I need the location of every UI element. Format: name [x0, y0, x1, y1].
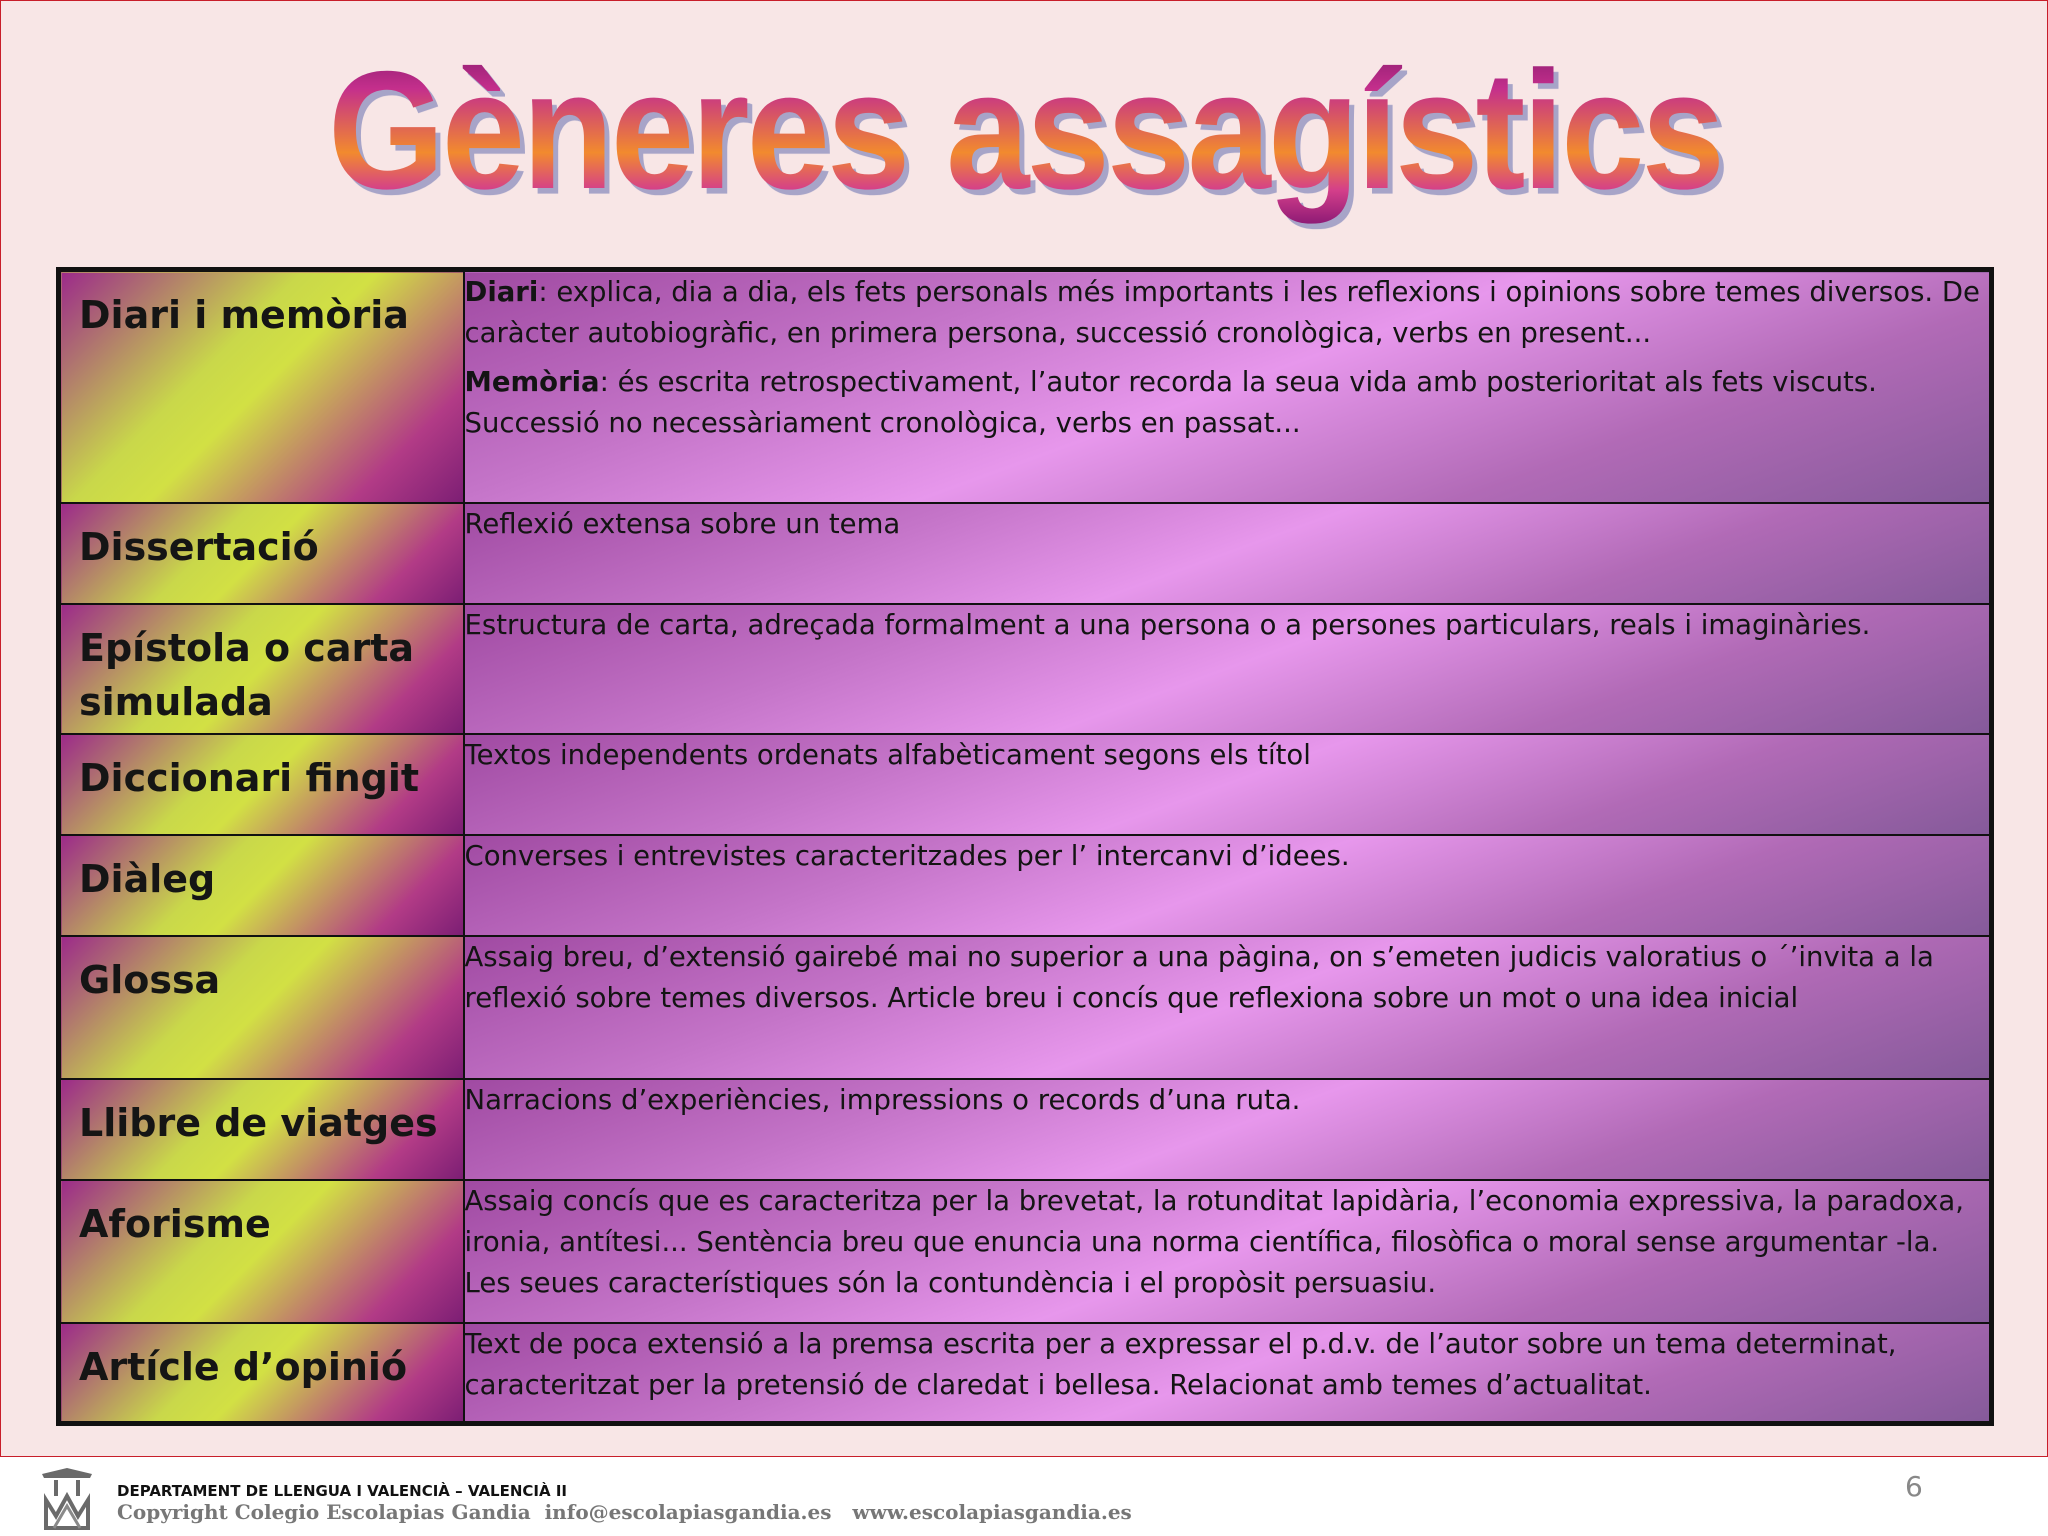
genre-description: Text de poca extensió a la premsa escrita per a expressar el p.d.v. de l’autor sobre un tema determinat, caracteritzat per la pretensió de claredat i bellesa. Relacionat amb temes d’actualitat.	[464, 1323, 1992, 1424]
page-number: 6	[1905, 1470, 1923, 1503]
lead-term: Memòria	[464, 366, 600, 398]
genre-term: Diari i memòria	[79, 293, 409, 337]
copyright-text: Copyright Colegio Escolapias Gandia info@escolapiasgandia.es www.escolapiasgandia.es	[117, 1500, 1132, 1524]
department-label: DEPARTAMENT DE LLENGUA I VALENCIÀ – VALENCIÀ II	[117, 1482, 567, 1500]
genre-term: Epístola o carta simulada	[79, 625, 415, 724]
table-row	[59, 1079, 1992, 1180]
slide-title: Gèneres assagístics	[328, 35, 1722, 224]
genre-term: Artícle d’opinió	[79, 1344, 408, 1389]
genres-table	[56, 267, 1994, 1426]
genre-term: Aforisme	[79, 1201, 271, 1246]
table-row	[59, 734, 1992, 835]
genre-description: Estructura de carta, adreçada formalment a una persona o a persones particulars, reals i imaginàries.	[464, 604, 1992, 734]
genre-term: Diccionari fingit	[79, 755, 420, 800]
genre-description: Textos independents ordenats alfabèticament segons els títol	[464, 734, 1992, 835]
genre-term: Diàleg	[79, 856, 216, 901]
genre-description: Converses i entrevistes caracteritzades per l’ intercanvi d’idees.	[464, 835, 1992, 936]
genre-description: Diari: explica, dia a dia, els fets personals més importants i les reflexions i opinions sobre temes diversos. De caràcter autobiogràfic, en primera persona, successió cronològica, verbs en present... Memòria: és escrita retrospectivament, l’autor recorda la seua vida amb posterioritat als fets viscuts. Successió no necessàriament cronològica, verbs en passat...	[464, 270, 1992, 503]
genre-description: Narracions d’experiències, impressions o records d’una ruta.	[464, 1079, 1992, 1180]
table-row	[59, 1323, 1992, 1424]
table-row	[59, 835, 1992, 936]
genre-description: Reflexió extensa sobre un tema	[464, 503, 1992, 604]
genre-description: Assaig concís que es caracteritza per la brevetat, la rotunditat lapidària, l’economia expressiva, la paradoxa, ironia, antítesi... Sentència breu que enuncia una norma científica, filosòfica o moral sense argumentar -la. Les seues característiques són la contundència i el propòsit persuasiu.	[464, 1180, 1992, 1323]
genre-term: Llibre de viatges	[79, 1100, 438, 1145]
table-row	[59, 503, 1992, 604]
table-row	[59, 1180, 1992, 1323]
lead-term: Diari	[464, 276, 539, 308]
genre-term: Dissertació	[79, 524, 319, 569]
table-row	[59, 604, 1992, 734]
genre-term: Glossa	[79, 957, 221, 1002]
table-row	[59, 936, 1992, 1079]
genre-description: Assaig breu, d’extensió gairebé mai no superior a una pàgina, on s’emeten judicis valoratius o ´’invita a la reflexió sobre temes diversos. Article breu i concís que reflexiona sobre un mot o una idea inicial	[464, 936, 1992, 1079]
table-row	[59, 270, 1992, 503]
school-crest-icon	[34, 1466, 100, 1532]
